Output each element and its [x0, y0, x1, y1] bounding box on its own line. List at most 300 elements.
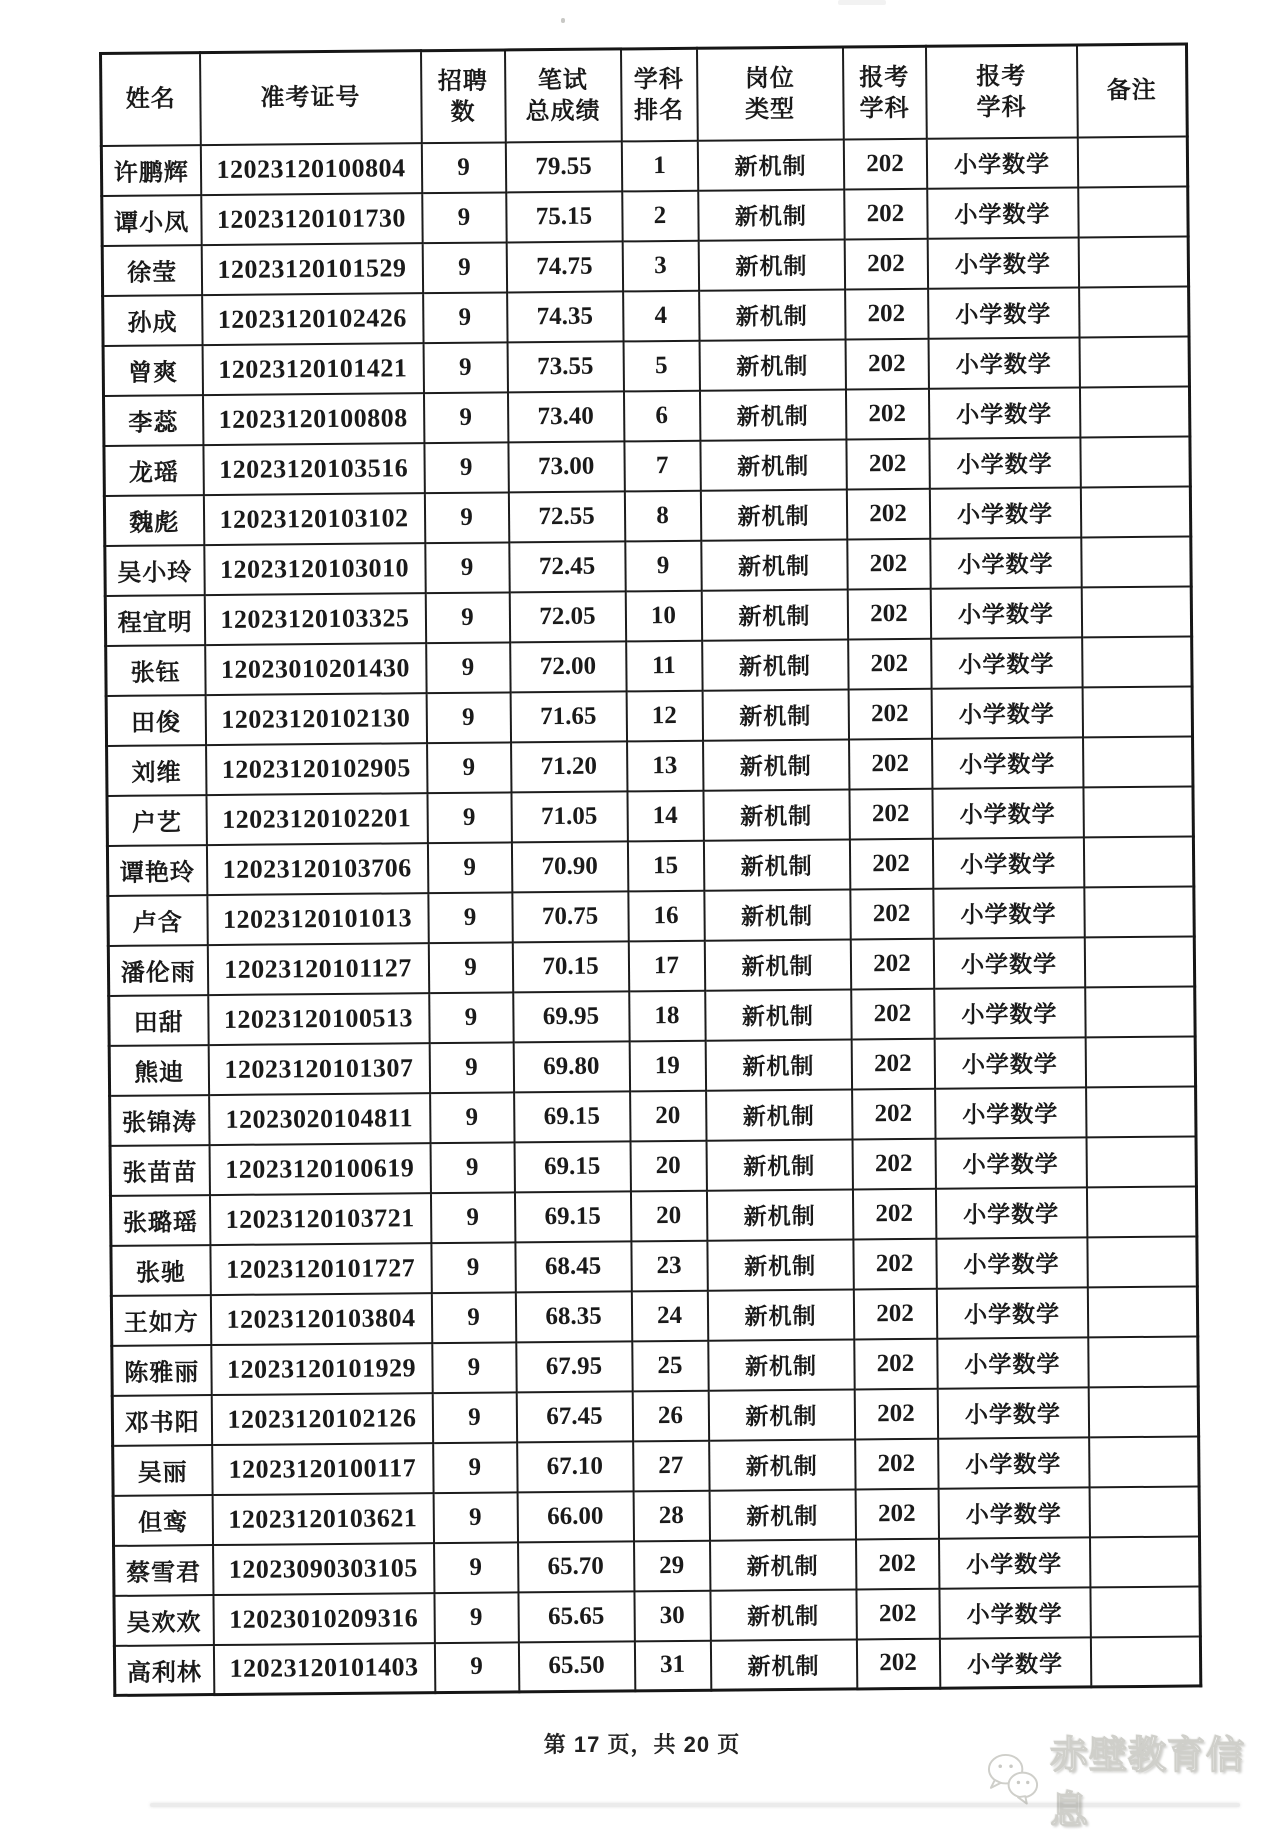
cell-post-type: 新机制: [702, 639, 848, 690]
cell-subject-name: 小学数学: [928, 387, 1079, 438]
cell-subject-name: 小学数学: [928, 287, 1079, 338]
cell-post-type: 新机制: [703, 839, 849, 890]
cell-written-score: 65.65: [518, 1591, 634, 1642]
cell-post-type: 新机制: [700, 439, 846, 490]
cell-subject-code: 202: [846, 438, 929, 489]
cell-subject-rank: 15: [627, 840, 703, 891]
cell-post-type: 新机制: [698, 189, 844, 240]
cell-subject-code: 202: [845, 338, 928, 389]
scan-speck: [561, 18, 565, 23]
cell-subject-code: 202: [853, 1288, 936, 1339]
cell-post-type: 新机制: [703, 739, 849, 790]
cell-post-type: 新机制: [699, 389, 845, 440]
cell-written-score: 79.55: [505, 141, 621, 192]
cell-exam-no: 12023120101421: [202, 343, 423, 395]
cell-name: 吴欢欢: [114, 1595, 213, 1646]
cell-name: 户艺: [107, 795, 206, 846]
cell-recruit-count: 9: [428, 892, 512, 943]
header-row: [101, 44, 1188, 145]
cell-recruit-count: 9: [434, 1542, 518, 1593]
cell-remark: [1079, 336, 1189, 387]
cell-subject-name: 小学数学: [935, 1137, 1086, 1188]
cell-subject-name: 小学数学: [932, 737, 1083, 788]
cell-subject-rank: 28: [633, 1490, 709, 1541]
cell-subject-name: 小学数学: [939, 1587, 1090, 1638]
cell-subject-rank: 16: [628, 890, 704, 941]
cell-written-score: 66.00: [517, 1491, 633, 1542]
cell-subject-code: 202: [844, 238, 927, 289]
cell-written-score: 71.05: [511, 791, 627, 842]
cell-subject-rank: 26: [632, 1390, 708, 1441]
cell-exam-no: 12023120102905: [206, 743, 427, 795]
cell-written-score: 69.15: [514, 1091, 630, 1142]
cell-subject-name: 小学数学: [935, 1087, 1086, 1138]
cell-post-type: 新机制: [707, 1289, 853, 1340]
cell-written-score: 69.15: [514, 1141, 630, 1192]
cell-exam-no: 12023120100619: [209, 1143, 430, 1195]
cell-written-score: 73.00: [508, 441, 624, 492]
cell-subject-code: 202: [851, 988, 934, 1039]
cell-subject-rank: 8: [624, 490, 700, 541]
cell-remark: [1086, 1186, 1196, 1237]
cell-subject-name: 小学数学: [936, 1237, 1087, 1288]
col-header-remark: 备注: [1076, 44, 1187, 137]
cell-post-type: 新机制: [710, 1589, 856, 1640]
cell-exam-no: 12023120102126: [211, 1393, 432, 1445]
cell-recruit-count: 9: [426, 692, 510, 743]
cell-exam-no: 12023120102130: [205, 693, 426, 745]
cell-written-score: 72.05: [509, 591, 625, 642]
cell-post-type: 新机制: [706, 1189, 852, 1240]
cell-post-type: 新机制: [697, 139, 843, 190]
cell-post-type: 新机制: [708, 1339, 854, 1390]
cell-name: 李蕊: [103, 395, 202, 446]
cell-written-score: 69.80: [513, 1041, 629, 1092]
cell-exam-no: 12023120100804: [200, 143, 421, 195]
cell-subject-code: 202: [846, 488, 929, 539]
cell-recruit-count: 9: [430, 1192, 514, 1243]
cell-name: 潘伦雨: [108, 945, 207, 996]
cell-remark: [1082, 636, 1192, 687]
cell-written-score: 74.35: [507, 291, 623, 342]
cell-post-type: 新机制: [708, 1389, 854, 1440]
cell-name: 孙成: [103, 295, 202, 346]
cell-subject-rank: 17: [628, 940, 704, 991]
cell-exam-no: 12023120101929: [211, 1343, 432, 1395]
cell-subject-name: 小学数学: [927, 237, 1078, 288]
watermark-text: 赤壁教育信息: [1050, 1735, 1246, 1832]
cell-name: 卢含: [108, 895, 207, 946]
cell-subject-rank: 20: [630, 1190, 706, 1241]
cell-name: 龙瑶: [104, 445, 203, 496]
cell-name: 吴丽: [113, 1445, 212, 1496]
cell-subject-rank: 4: [623, 290, 699, 341]
cell-post-type: 新机制: [704, 889, 850, 940]
cell-subject-rank: 27: [633, 1440, 709, 1491]
cell-subject-name: 小学数学: [934, 987, 1085, 1038]
cell-subject-code: 202: [852, 1188, 935, 1239]
cell-recruit-count: 9: [425, 542, 509, 593]
cell-written-score: 65.50: [518, 1641, 634, 1692]
cell-subject-name: 小学数学: [932, 837, 1083, 888]
cell-recruit-count: 9: [432, 1392, 516, 1443]
cell-remark: [1084, 936, 1194, 987]
cell-exam-no: 12023010201430: [205, 643, 426, 695]
cell-subject-rank: 6: [623, 390, 699, 441]
cell-recruit-count: 9: [422, 242, 506, 293]
cell-recruit-count: 9: [427, 792, 511, 843]
cell-subject-code: 202: [850, 938, 933, 989]
cell-recruit-count: 9: [431, 1292, 515, 1343]
cell-exam-no: 12023120101730: [201, 193, 422, 245]
col-header-subject-name: 报考 学科: [925, 45, 1077, 138]
cell-recruit-count: 9: [431, 1242, 515, 1293]
cell-recruit-count: 9: [424, 492, 508, 543]
cell-name: 邓书阳: [112, 1395, 211, 1446]
cell-exam-no: 12023120103621: [212, 1493, 433, 1545]
cell-name: 程宜明: [105, 595, 204, 646]
col-header-written-score: 笔试 总成绩: [504, 49, 621, 142]
cell-name: 张璐瑶: [110, 1195, 209, 1246]
cell-remark: [1077, 136, 1187, 187]
wechat-icon: [985, 1752, 1042, 1806]
cell-name: 徐莹: [102, 245, 201, 296]
cell-subject-code: 202: [849, 738, 932, 789]
cell-subject-rank: 12: [626, 690, 702, 741]
cell-written-score: 73.55: [507, 341, 623, 392]
cell-remark: [1085, 986, 1195, 1037]
cell-name: 高利林: [114, 1645, 213, 1696]
scan-smudge-top: [838, 0, 886, 5]
cell-name: 刘维: [107, 745, 206, 796]
cell-exam-no: 12023120101307: [208, 1043, 429, 1095]
table-header: [101, 44, 1188, 145]
cell-recruit-count: 9: [433, 1442, 517, 1493]
cell-exam-no: 12023090303105: [213, 1543, 434, 1595]
cell-post-type: 新机制: [699, 339, 845, 390]
cell-subject-name: 小学数学: [932, 787, 1083, 838]
cell-exam-no: 12023120103102: [203, 493, 424, 545]
score-table: [99, 42, 1202, 1696]
cell-written-score: 65.70: [518, 1541, 634, 1592]
cell-remark: [1081, 536, 1191, 587]
col-header-recruit-count: 招聘 数: [421, 50, 506, 143]
cell-recruit-count: 9: [429, 1042, 513, 1093]
cell-remark: [1080, 436, 1190, 487]
cell-remark: [1089, 1536, 1199, 1587]
cell-recruit-count: 9: [428, 942, 512, 993]
cell-subject-rank: 1: [621, 140, 697, 191]
cell-recruit-count: 9: [427, 742, 511, 793]
cell-name: 田俊: [106, 695, 205, 746]
cell-remark: [1084, 886, 1194, 937]
cell-subject-code: 202: [843, 138, 926, 189]
cell-subject-rank: 2: [622, 190, 698, 241]
cell-subject-rank: 7: [624, 440, 700, 491]
cell-exam-no: 12023120103706: [206, 843, 427, 895]
cell-subject-rank: 31: [634, 1640, 710, 1691]
cell-exam-no: 12023120100513: [208, 993, 429, 1045]
col-header-subject-code: 报考 学科: [842, 46, 926, 139]
cell-written-score: 68.35: [515, 1291, 631, 1342]
col-header-exam-no: 准考证号: [200, 51, 422, 145]
cell-written-score: 69.15: [514, 1191, 630, 1242]
cell-remark: [1088, 1386, 1198, 1437]
cell-subject-name: 小学数学: [929, 437, 1080, 488]
cell-name: 张钰: [106, 645, 205, 696]
cell-exam-no: 12023120103010: [204, 543, 425, 595]
cell-written-score: 72.00: [510, 641, 626, 692]
cell-subject-name: 小学数学: [934, 1037, 1085, 1088]
cell-subject-name: 小学数学: [926, 137, 1077, 188]
cell-subject-code: 202: [848, 638, 931, 689]
cell-name: 许鹏辉: [101, 145, 200, 196]
cell-recruit-count: 9: [425, 592, 509, 643]
cell-post-type: 新机制: [710, 1639, 856, 1690]
cell-post-type: 新机制: [706, 1089, 852, 1140]
cell-exam-no: 12023120101013: [207, 893, 428, 945]
cell-written-score: 72.45: [509, 541, 625, 592]
cell-exam-no: 12023120102426: [202, 293, 423, 345]
cell-exam-no: 12023120100808: [202, 393, 423, 445]
cell-post-type: 新机制: [700, 489, 846, 540]
cell-recruit-count: 9: [426, 642, 510, 693]
cell-subject-rank: 25: [632, 1340, 708, 1391]
cell-recruit-count: 9: [434, 1592, 518, 1643]
cell-recruit-count: 9: [421, 142, 505, 193]
cell-subject-rank: 5: [623, 340, 699, 391]
cell-exam-no: 12023120100117: [212, 1443, 433, 1495]
cell-subject-code: 202: [852, 1088, 935, 1139]
cell-name: 张苗苗: [110, 1145, 209, 1196]
cell-post-type: 新机制: [699, 289, 845, 340]
cell-name: 吴小玲: [105, 545, 204, 596]
cell-subject-code: 202: [848, 688, 931, 739]
cell-subject-name: 小学数学: [933, 887, 1084, 938]
cell-written-score: 67.95: [516, 1341, 632, 1392]
cell-subject-name: 小学数学: [931, 637, 1082, 688]
cell-subject-code: 202: [854, 1388, 937, 1439]
cell-written-score: 67.10: [517, 1441, 633, 1492]
scan-smudge-bottom: [150, 1803, 1240, 1807]
cell-name: 熊迪: [109, 1045, 208, 1096]
cell-subject-rank: 9: [625, 540, 701, 591]
cell-post-type: 新机制: [702, 689, 848, 740]
cell-written-score: 72.55: [508, 491, 624, 542]
cell-remark: [1080, 486, 1190, 537]
cell-subject-code: 202: [856, 1588, 939, 1639]
cell-name: 蔡雪君: [114, 1545, 213, 1596]
cell-written-score: 69.95: [513, 991, 629, 1042]
cell-remark: [1079, 286, 1189, 337]
cell-post-type: 新机制: [704, 939, 850, 990]
cell-recruit-count: 9: [423, 342, 507, 393]
cell-exam-no: 12023120101127: [207, 943, 428, 995]
cell-subject-name: 小学数学: [939, 1637, 1090, 1688]
cell-subject-name: 小学数学: [937, 1337, 1088, 1388]
cell-exam-no: 12023120101403: [213, 1643, 434, 1695]
cell-remark: [1089, 1486, 1199, 1537]
cell-recruit-count: 9: [424, 442, 508, 493]
page-number: 第 17 页，共 20 页: [543, 1732, 741, 1757]
cell-written-score: 74.75: [506, 241, 622, 292]
cell-remark: [1082, 686, 1192, 737]
cell-post-type: 新机制: [701, 589, 847, 640]
cell-subject-rank: 10: [625, 590, 701, 641]
cell-remark: [1078, 236, 1188, 287]
cell-subject-name: 小学数学: [931, 687, 1082, 738]
cell-subject-code: 202: [855, 1438, 938, 1489]
cell-subject-code: 202: [855, 1488, 938, 1539]
cell-written-score: 71.65: [510, 691, 626, 742]
cell-remark: [1083, 786, 1193, 837]
cell-exam-no: 12023120101727: [210, 1243, 431, 1295]
cell-recruit-count: 9: [429, 992, 513, 1043]
cell-written-score: 67.45: [516, 1391, 632, 1442]
cell-remark: [1085, 1036, 1195, 1087]
cell-subject-rank: 19: [629, 1040, 705, 1091]
cell-remark: [1090, 1636, 1200, 1687]
cell-recruit-count: 9: [432, 1342, 516, 1393]
cell-subject-rank: 14: [627, 790, 703, 841]
cell-name: 但鸾: [113, 1495, 212, 1546]
col-header-post-type: 岗位 类型: [696, 47, 843, 140]
cell-subject-name: 小学数学: [937, 1387, 1088, 1438]
cell-name: 张锦涛: [110, 1095, 209, 1146]
cell-remark: [1090, 1586, 1200, 1637]
cell-post-type: 新机制: [703, 789, 849, 840]
cell-post-type: 新机制: [706, 1139, 852, 1190]
cell-post-type: 新机制: [705, 1039, 851, 1090]
cell-subject-code: 202: [856, 1538, 939, 1589]
cell-recruit-count: 9: [434, 1642, 518, 1693]
cell-remark: [1088, 1336, 1198, 1387]
cell-subject-code: 202: [847, 588, 930, 639]
cell-name: 曾爽: [103, 345, 202, 396]
cell-subject-rank: 24: [631, 1290, 707, 1341]
cell-post-type: 新机制: [710, 1539, 856, 1590]
cell-subject-name: 小学数学: [930, 587, 1081, 638]
cell-subject-rank: 18: [629, 990, 705, 1041]
cell-recruit-count: 9: [430, 1142, 514, 1193]
cell-exam-no: 12023120103804: [210, 1293, 431, 1345]
cell-recruit-count: 9: [430, 1092, 514, 1143]
cell-remark: [1089, 1436, 1199, 1487]
cell-remark: [1078, 186, 1188, 237]
cell-exam-no: 12023120101529: [201, 243, 422, 295]
watermark: [985, 1724, 1280, 1834]
cell-remark: [1083, 836, 1193, 887]
cell-written-score: 70.15: [512, 941, 628, 992]
cell-written-score: 70.90: [511, 841, 627, 892]
cell-subject-name: 小学数学: [929, 487, 1080, 538]
cell-subject-code: 202: [849, 788, 932, 839]
cell-post-type: 新机制: [698, 239, 844, 290]
cell-subject-code: 202: [844, 188, 927, 239]
cell-post-type: 新机制: [701, 539, 847, 590]
cell-exam-no: 12023120103516: [203, 443, 424, 495]
cell-subject-name: 小学数学: [938, 1437, 1089, 1488]
cell-written-score: 75.15: [506, 191, 622, 242]
cell-subject-name: 小学数学: [928, 337, 1079, 388]
cell-exam-no: 12023120103721: [209, 1193, 430, 1245]
cell-subject-rank: 3: [622, 240, 698, 291]
cell-subject-rank: 29: [634, 1540, 710, 1591]
cell-post-type: 新机制: [707, 1239, 853, 1290]
cell-subject-name: 小学数学: [938, 1487, 1089, 1538]
cell-exam-no: 12023120103325: [204, 593, 425, 645]
cell-subject-rank: 20: [630, 1090, 706, 1141]
cell-subject-rank: 23: [631, 1240, 707, 1291]
cell-name: 陈雅丽: [112, 1345, 211, 1396]
cell-subject-name: 小学数学: [930, 537, 1081, 588]
cell-remark: [1081, 586, 1191, 637]
cell-recruit-count: 9: [423, 292, 507, 343]
cell-name: 王如方: [111, 1295, 210, 1346]
cell-subject-code: 202: [849, 838, 932, 889]
cell-subject-code: 202: [856, 1638, 939, 1689]
col-header-subject-rank: 学科 排名: [620, 48, 697, 141]
cell-remark: [1083, 736, 1193, 787]
cell-post-type: 新机制: [709, 1439, 855, 1490]
cell-exam-no: 12023010209316: [213, 1593, 434, 1645]
cell-written-score: 70.75: [512, 891, 628, 942]
cell-recruit-count: 9: [423, 392, 507, 443]
cell-name: 田甜: [109, 995, 208, 1046]
cell-subject-rank: 30: [634, 1590, 710, 1641]
table-row: [114, 1636, 1200, 1695]
cell-remark: [1087, 1286, 1197, 1337]
cell-name: 谭小凤: [102, 195, 201, 246]
cell-remark: [1086, 1086, 1196, 1137]
cell-subject-name: 小学数学: [933, 937, 1084, 988]
cell-subject-code: 202: [854, 1338, 937, 1389]
cell-written-score: 71.20: [511, 741, 627, 792]
cell-remark: [1086, 1136, 1196, 1187]
cell-subject-rank: 20: [630, 1140, 706, 1191]
cell-name: 谭艳玲: [107, 845, 206, 896]
cell-subject-code: 202: [850, 888, 933, 939]
cell-written-score: 68.45: [515, 1241, 631, 1292]
cell-name: 魏彪: [104, 495, 203, 546]
cell-subject-name: 小学数学: [935, 1187, 1086, 1238]
cell-subject-code: 202: [847, 538, 930, 589]
cell-remark: [1079, 386, 1189, 437]
cell-subject-name: 小学数学: [927, 187, 1078, 238]
cell-subject-rank: 13: [627, 740, 703, 791]
cell-recruit-count: 9: [422, 192, 506, 243]
cell-post-type: 新机制: [709, 1489, 855, 1540]
cell-remark: [1087, 1236, 1197, 1287]
cell-exam-no: 12023020104811: [209, 1093, 430, 1145]
cell-exam-no: 12023120102201: [206, 793, 427, 845]
cell-subject-name: 小学数学: [936, 1287, 1087, 1338]
cell-subject-name: 小学数学: [939, 1537, 1090, 1588]
cell-written-score: 73.40: [507, 391, 623, 442]
cell-subject-code: 202: [852, 1138, 935, 1189]
score-table-container: [99, 43, 1199, 1697]
cell-subject-code: 202: [853, 1238, 936, 1289]
col-header-name: 姓名: [101, 53, 201, 146]
cell-recruit-count: 9: [427, 842, 511, 893]
cell-subject-code: 202: [845, 288, 928, 339]
cell-subject-rank: 11: [626, 640, 702, 691]
cell-post-type: 新机制: [705, 989, 851, 1040]
cell-subject-code: 202: [851, 1038, 934, 1089]
cell-recruit-count: 9: [433, 1492, 517, 1543]
cell-name: 张驰: [111, 1245, 210, 1296]
cell-subject-code: 202: [845, 388, 928, 439]
